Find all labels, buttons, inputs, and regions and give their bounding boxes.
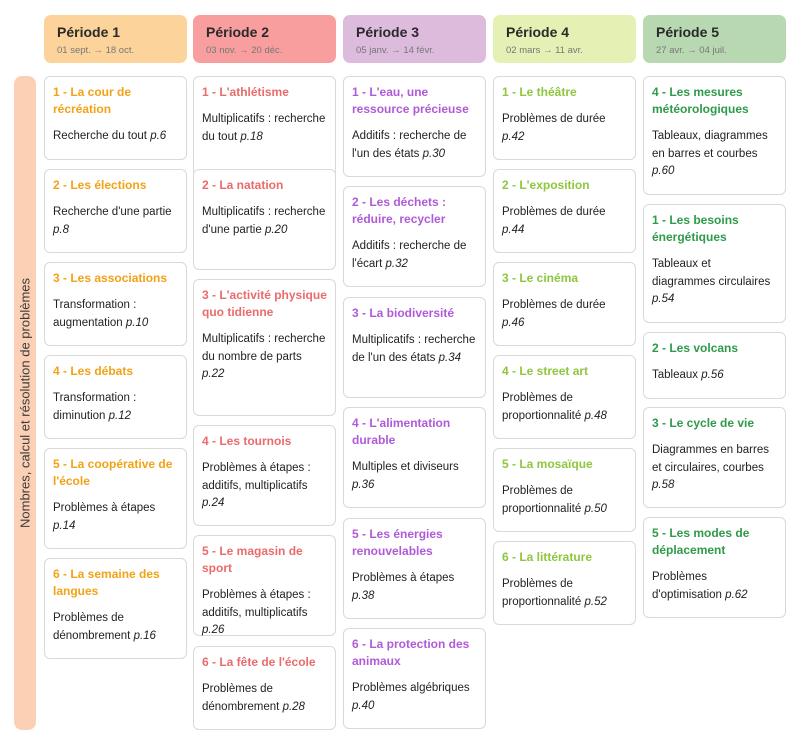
unit-page-ref: p.56 bbox=[701, 369, 724, 381]
unit-title: 4 - Les débats bbox=[53, 364, 134, 378]
unit-page-ref: p.20 bbox=[264, 223, 288, 236]
period-header-1 bbox=[44, 15, 187, 63]
unit-title: 1 - L'eau, une ressource précieuse bbox=[352, 85, 469, 116]
unit-page-ref: p.40 bbox=[352, 699, 375, 712]
unit-page-ref: p.16 bbox=[133, 629, 156, 642]
domain-sidebar bbox=[14, 76, 36, 730]
unit-title: 4 - Les mesures météorologiques bbox=[652, 85, 749, 116]
unit-page-ref: p.30 bbox=[422, 147, 445, 160]
unit-description bbox=[502, 204, 627, 239]
unit-title: 5 - Le magasin de sport bbox=[202, 544, 303, 575]
unit-title: 6 - La protection des animaux bbox=[352, 637, 470, 668]
unit-title: 4 - L'alimentation durable bbox=[352, 416, 451, 447]
unit-title: 2 - Les déchets : réduire, recycler bbox=[352, 195, 447, 226]
unit-page-ref: p.26 bbox=[202, 624, 225, 636]
unit-description-text: Diagrammes en barres et circulaires, courbes bbox=[652, 444, 769, 474]
unit-page-ref: p.48 bbox=[584, 409, 607, 422]
unit-card[interactable] bbox=[44, 169, 187, 253]
unit-description-text: Problèmes d'optimisation bbox=[652, 571, 722, 601]
unit-card[interactable] bbox=[643, 332, 786, 399]
period-header-4 bbox=[493, 15, 636, 63]
unit-page-ref: p.60 bbox=[652, 165, 675, 177]
unit-page-ref: p.14 bbox=[53, 519, 76, 532]
period-header-5 bbox=[643, 15, 786, 63]
unit-page-ref: p.46 bbox=[502, 316, 525, 329]
unit-description-text: Multiplicatifs : recherche de l'un des états bbox=[352, 334, 476, 364]
unit-title: 1 - La cour de récréation bbox=[53, 85, 132, 116]
unit-description-text: Additifs : recherche de l'un des états bbox=[352, 130, 467, 160]
unit-description bbox=[352, 238, 477, 273]
unit-card[interactable] bbox=[343, 407, 486, 508]
unit-page-ref: p.42 bbox=[502, 130, 525, 143]
unit-description-text: Tableaux bbox=[652, 369, 699, 381]
unit-page-ref: p.8 bbox=[53, 223, 69, 236]
period-dates: 05 janv. → 14 févr. bbox=[356, 45, 435, 56]
period-header-2 bbox=[193, 15, 336, 63]
period-header-3 bbox=[343, 15, 486, 63]
unit-title: 2 - Les volcans bbox=[652, 341, 739, 355]
unit-card[interactable] bbox=[193, 76, 336, 177]
unit-description bbox=[502, 297, 627, 332]
unit-card[interactable] bbox=[44, 448, 187, 549]
period-title: Période 3 bbox=[356, 24, 420, 40]
unit-description bbox=[652, 569, 777, 604]
unit-description bbox=[202, 331, 327, 384]
unit-description-text: Tableaux, diagrammes en barres et courbes bbox=[652, 130, 768, 160]
unit-card[interactable] bbox=[493, 76, 636, 160]
unit-description-text: Transformation : diminution bbox=[53, 392, 137, 422]
unit-card[interactable] bbox=[343, 628, 486, 729]
period-dates: 03 nov. → 20 déc. bbox=[206, 45, 283, 56]
period-dates: 27 avr. → 04 juil. bbox=[656, 45, 727, 56]
unit-card[interactable] bbox=[193, 169, 336, 270]
unit-description-text: Problèmes de proportionnalité bbox=[502, 392, 582, 422]
unit-description-text: Problèmes à étapes bbox=[53, 502, 156, 514]
unit-description bbox=[502, 576, 627, 611]
unit-description-text: Multiplicatifs : recherche du nombre de parts bbox=[202, 333, 326, 363]
unit-description-text: Recherche d'une partie bbox=[53, 206, 172, 218]
unit-title: 1 - L'athlétisme bbox=[202, 85, 289, 99]
unit-title: 4 - Les tournois bbox=[202, 434, 292, 448]
unit-card[interactable] bbox=[343, 518, 486, 619]
unit-description-text: Tableaux et diagrammes circulaires bbox=[652, 258, 771, 288]
unit-card[interactable] bbox=[193, 535, 336, 636]
period-dates: 01 sept. → 18 oct. bbox=[57, 45, 135, 56]
unit-description bbox=[502, 111, 627, 146]
unit-page-ref: p.36 bbox=[352, 478, 375, 491]
unit-description bbox=[53, 128, 178, 146]
unit-description bbox=[202, 460, 327, 513]
unit-description bbox=[53, 500, 178, 535]
unit-card[interactable] bbox=[493, 262, 636, 346]
unit-page-ref: p.62 bbox=[725, 588, 748, 601]
period-title: Période 4 bbox=[506, 24, 570, 40]
unit-description bbox=[53, 610, 178, 645]
unit-page-ref: p.34 bbox=[438, 351, 461, 364]
unit-title: 5 - Les modes de déplacement bbox=[652, 526, 750, 557]
unit-card[interactable] bbox=[343, 186, 486, 287]
unit-card[interactable] bbox=[493, 355, 636, 439]
unit-description bbox=[202, 681, 327, 716]
unit-page-ref: p.12 bbox=[108, 409, 132, 422]
unit-description-text: Transformation : augmentation bbox=[53, 299, 137, 329]
unit-page-ref: p.52 bbox=[584, 595, 607, 608]
unit-page-ref: p.24 bbox=[202, 497, 225, 509]
unit-description-text: Problèmes de durée bbox=[502, 113, 606, 125]
unit-description bbox=[652, 128, 777, 181]
unit-title: 2 - La natation bbox=[202, 178, 284, 192]
unit-card[interactable] bbox=[44, 355, 187, 439]
unit-title: 3 - Les associations bbox=[53, 271, 168, 285]
unit-description bbox=[652, 256, 777, 309]
unit-page-ref: p.28 bbox=[282, 700, 305, 713]
unit-description-text: Problèmes de durée bbox=[502, 299, 606, 311]
unit-description bbox=[652, 442, 777, 495]
unit-description-text: Recherche du tout bbox=[53, 130, 147, 142]
unit-description-text: Problèmes de durée bbox=[502, 206, 606, 218]
unit-description bbox=[53, 204, 178, 239]
unit-card[interactable] bbox=[643, 517, 786, 618]
unit-description bbox=[502, 483, 627, 518]
unit-description-text: Multiplicatifs : recherche d'une partie bbox=[202, 206, 326, 236]
unit-title: 3 - Le cycle de vie bbox=[652, 416, 755, 430]
unit-description bbox=[352, 128, 477, 163]
unit-page-ref: p.54 bbox=[652, 293, 675, 305]
period-title: Période 1 bbox=[57, 24, 121, 40]
unit-card[interactable] bbox=[193, 279, 336, 416]
unit-card[interactable] bbox=[343, 297, 486, 398]
unit-title: 3 - Le cinéma bbox=[502, 271, 579, 285]
unit-description-text: Problèmes à étapes bbox=[352, 572, 455, 584]
unit-page-ref: p.10 bbox=[125, 316, 149, 329]
unit-description-text: Problèmes de dénombrement bbox=[53, 612, 131, 642]
unit-title: 1 - Le théâtre bbox=[502, 85, 577, 99]
unit-description bbox=[352, 680, 477, 715]
unit-card[interactable] bbox=[44, 558, 187, 659]
unit-card[interactable] bbox=[44, 262, 187, 346]
unit-description-text: Problèmes à étapes : additifs, multiplicatifs bbox=[202, 589, 311, 619]
unit-title: 6 - La littérature bbox=[502, 550, 593, 564]
unit-card[interactable] bbox=[643, 76, 786, 195]
unit-description bbox=[652, 367, 777, 385]
unit-card[interactable] bbox=[643, 407, 786, 508]
unit-title: 5 - La coopérative de l'école bbox=[53, 457, 173, 488]
period-dates: 02 mars → 11 avr. bbox=[506, 45, 583, 56]
unit-description-text: Problèmes algébriques bbox=[352, 682, 470, 694]
unit-card[interactable] bbox=[493, 169, 636, 253]
unit-title: 2 - L'exposition bbox=[502, 178, 590, 192]
unit-description-text: Additifs : recherche de l'écart bbox=[352, 240, 467, 270]
unit-title: 5 - Les énergies renouvelables bbox=[352, 527, 443, 558]
period-title: Période 5 bbox=[656, 24, 720, 40]
unit-description-text: Problèmes de proportionnalité bbox=[502, 578, 582, 608]
unit-page-ref: p.32 bbox=[385, 257, 408, 270]
unit-title: 1 - Les besoins énergétiques bbox=[652, 213, 739, 244]
unit-description bbox=[202, 204, 327, 239]
unit-page-ref: p.38 bbox=[352, 589, 375, 602]
unit-page-ref: p.22 bbox=[202, 368, 225, 380]
unit-description bbox=[352, 570, 477, 605]
unit-title: 6 - La semaine des langues bbox=[53, 567, 160, 598]
unit-title: 5 - La mosaïque bbox=[502, 457, 593, 471]
unit-card[interactable] bbox=[193, 425, 336, 526]
unit-card[interactable] bbox=[643, 204, 786, 323]
unit-card[interactable] bbox=[343, 76, 486, 177]
unit-title: 3 - L'activité physique quo tidienne bbox=[202, 288, 327, 319]
unit-description bbox=[352, 332, 477, 367]
unit-description bbox=[53, 297, 178, 332]
unit-card[interactable] bbox=[493, 541, 636, 625]
unit-page-ref: p.50 bbox=[584, 502, 607, 515]
unit-description bbox=[202, 587, 327, 640]
unit-card[interactable] bbox=[44, 76, 187, 160]
unit-description bbox=[53, 390, 178, 425]
unit-page-ref: p.6 bbox=[150, 130, 167, 142]
unit-description bbox=[502, 390, 627, 425]
unit-title: 6 - La fête de l'école bbox=[202, 655, 316, 669]
unit-page-ref: p.44 bbox=[502, 223, 525, 236]
unit-page-ref: p.18 bbox=[240, 130, 263, 143]
unit-description-text: Problèmes à étapes : additifs, multiplicatifs bbox=[202, 462, 311, 492]
domain-label: Nombres, calcul et résolution de problèmes bbox=[17, 277, 33, 529]
unit-card[interactable] bbox=[493, 448, 636, 532]
unit-card[interactable] bbox=[193, 646, 336, 730]
unit-description-text: Multiplicatifs : recherche du tout bbox=[202, 113, 326, 143]
period-title: Période 2 bbox=[206, 24, 270, 40]
unit-description bbox=[202, 111, 327, 146]
unit-title: 2 - Les élections bbox=[53, 178, 147, 192]
unit-title: 4 - Le street art bbox=[502, 364, 589, 378]
unit-page-ref: p.58 bbox=[652, 479, 675, 491]
unit-description-text: Multiples et diviseurs bbox=[352, 461, 459, 473]
unit-title: 3 - La biodiversité bbox=[352, 306, 455, 320]
unit-description-text: Problèmes de dénombrement bbox=[202, 683, 280, 713]
unit-description bbox=[352, 459, 477, 494]
unit-description-text: Problèmes de proportionnalité bbox=[502, 485, 582, 515]
